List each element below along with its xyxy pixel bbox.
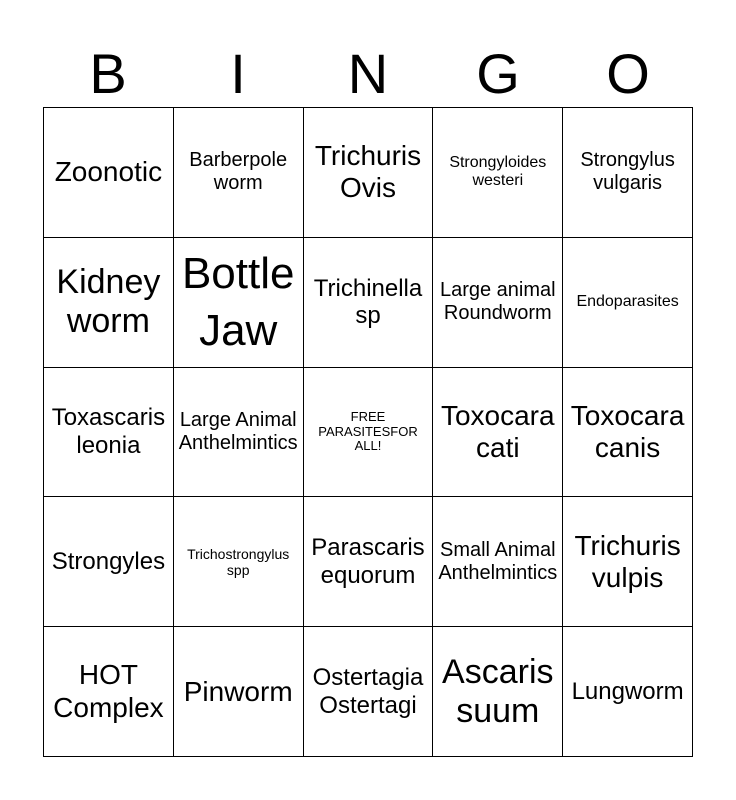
cell-label: Barberpole worm — [189, 149, 288, 195]
bingo-cell[interactable] — [563, 368, 693, 498]
bingo-cell[interactable] — [44, 108, 174, 238]
cell-label: Toxocara canis — [570, 399, 685, 463]
cell-label: Bottle Jaw — [181, 249, 295, 356]
bingo-cell[interactable] — [563, 627, 693, 757]
bingo-cell[interactable] — [174, 497, 304, 627]
free-space-cell[interactable] — [304, 368, 434, 498]
header-letter-b: B — [89, 42, 127, 105]
bingo-cell[interactable] — [174, 238, 304, 368]
cell-label: Kidney worm — [56, 263, 161, 341]
bingo-cell[interactable] — [304, 497, 434, 627]
cell-label: Trichinella sp — [313, 274, 423, 330]
bingo-cell[interactable] — [433, 627, 563, 757]
cell-label: Trichostrongylus spp — [187, 545, 290, 578]
bingo-cell[interactable] — [304, 108, 434, 238]
bingo-cell[interactable] — [433, 238, 563, 368]
cell-label: Pinworm — [183, 675, 293, 707]
cell-label: Lungworm — [571, 677, 684, 705]
cell-label: Trichuris vulpis — [574, 529, 681, 593]
bingo-cell[interactable] — [304, 627, 434, 757]
bingo-cell[interactable] — [44, 627, 174, 757]
cell-label: Strongyles — [51, 547, 166, 575]
cell-label: Endoparasites — [576, 293, 679, 310]
header-letter-o: O — [606, 42, 650, 105]
bingo-cell[interactable] — [433, 108, 563, 238]
header-letter-n: N — [347, 42, 389, 105]
bingo-cell[interactable] — [44, 238, 174, 368]
cell-label: Toxocara cati — [440, 399, 555, 463]
bingo-cell[interactable] — [563, 238, 693, 368]
cell-label: Small Animal Anthelmintics — [438, 538, 558, 584]
bingo-cell[interactable] — [563, 497, 693, 627]
cell-label: HOT Complex — [53, 659, 164, 723]
cell-label: FREE PARASITESFOR ALL! — [318, 408, 418, 454]
bingo-cell[interactable] — [44, 368, 174, 498]
cell-label: Large animal Roundworm — [439, 279, 556, 325]
header-letter-i: I — [230, 42, 246, 105]
bingo-cell[interactable] — [304, 238, 434, 368]
cell-label: Zoonotic — [54, 156, 163, 188]
bingo-card-grid — [43, 107, 693, 757]
cell-label: Toxascaris leonia — [51, 404, 166, 459]
bingo-cell[interactable] — [174, 627, 304, 757]
bingo-cell[interactable] — [563, 108, 693, 238]
cell-label: Large Animal Anthelmintics — [178, 408, 298, 454]
bingo-cell[interactable] — [44, 497, 174, 627]
header-letter-g: G — [476, 42, 520, 105]
cell-label: Strongyloides westeri — [449, 154, 547, 190]
cell-label: Parascaris equorum — [311, 534, 425, 589]
cell-label: Ostertagia Ostertagi — [312, 664, 424, 719]
cell-label: Strongylus vulgaris — [580, 149, 675, 195]
cell-label: Ascaris suum — [442, 652, 554, 730]
cell-label: Trichuris Ovis — [314, 140, 422, 204]
bingo-cell[interactable] — [433, 497, 563, 627]
bingo-cell[interactable] — [433, 368, 563, 498]
bingo-cell[interactable] — [174, 368, 304, 498]
bingo-header — [43, 40, 693, 108]
bingo-cell[interactable] — [174, 108, 304, 238]
